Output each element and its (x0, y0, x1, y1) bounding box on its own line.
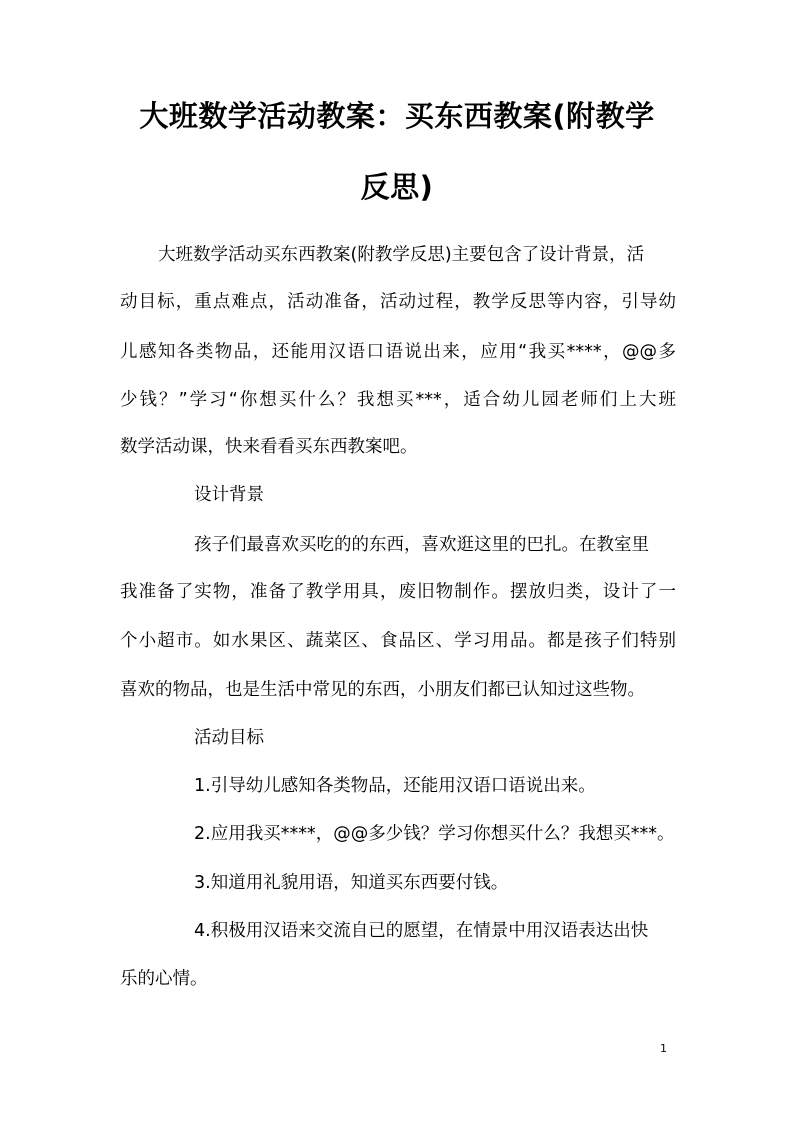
goal-item-3: 3.知道用礼貌用语，知道买东西要付钱。 (194, 873, 509, 893)
intro-line-2: 动目标，重点难点，活动准备，活动过程，教学反思等内容，引导幼 (120, 292, 676, 312)
goal-item-2: 2.应用我买****，@@多少钱？学习你想买什么？我想买***。 (194, 824, 675, 844)
document-title-line-1: 大班数学活动教案：买东西教案(附教学 (139, 99, 655, 133)
intro-line-4: 少钱？”学习“你想买什么？我想买***，适合幼儿园老师们上大班 (120, 390, 676, 410)
background-line-2: 我准备了实物，准备了教学用具，废旧物制作。摆放归类，设计了一 (120, 582, 676, 602)
goal-item-4-continued: 乐的心情。 (120, 969, 208, 989)
intro-line-5: 数学活动课，快来看看买东西教案吧。 (120, 437, 418, 457)
intro-line-3: 儿感知各类物品，还能用汉语口语说出来，应用“我买****，@@多 (120, 342, 676, 362)
intro-line-1: 大班数学活动买东西教案(附教学反思)主要包含了设计背景，活 (158, 245, 645, 265)
goal-item-1: 1.引导幼儿感知各类物品，还能用汉语口语说出来。 (194, 776, 596, 796)
heading-activity-goals: 活动目标 (194, 728, 264, 748)
goal-item-4: 4.积极用汉语来交流自已的愿望，在情景中用汉语表达出快 (194, 921, 649, 941)
page-number: 1 (660, 1042, 667, 1055)
background-line-4: 喜欢的物品，也是生活中常见的东西，小朋友们都已认知过这些物。 (120, 680, 645, 700)
document-title-line-2: 反思) (360, 170, 434, 204)
heading-design-background: 设计背景 (194, 485, 264, 505)
background-line-3: 个小超市。如水果区、蔬菜区、食品区、学习用品。都是孩子们特别 (120, 631, 676, 651)
background-line-1: 孩子们最喜欢买吃的的东西，喜欢逛这里的巴扎。在教室里 (194, 535, 649, 555)
